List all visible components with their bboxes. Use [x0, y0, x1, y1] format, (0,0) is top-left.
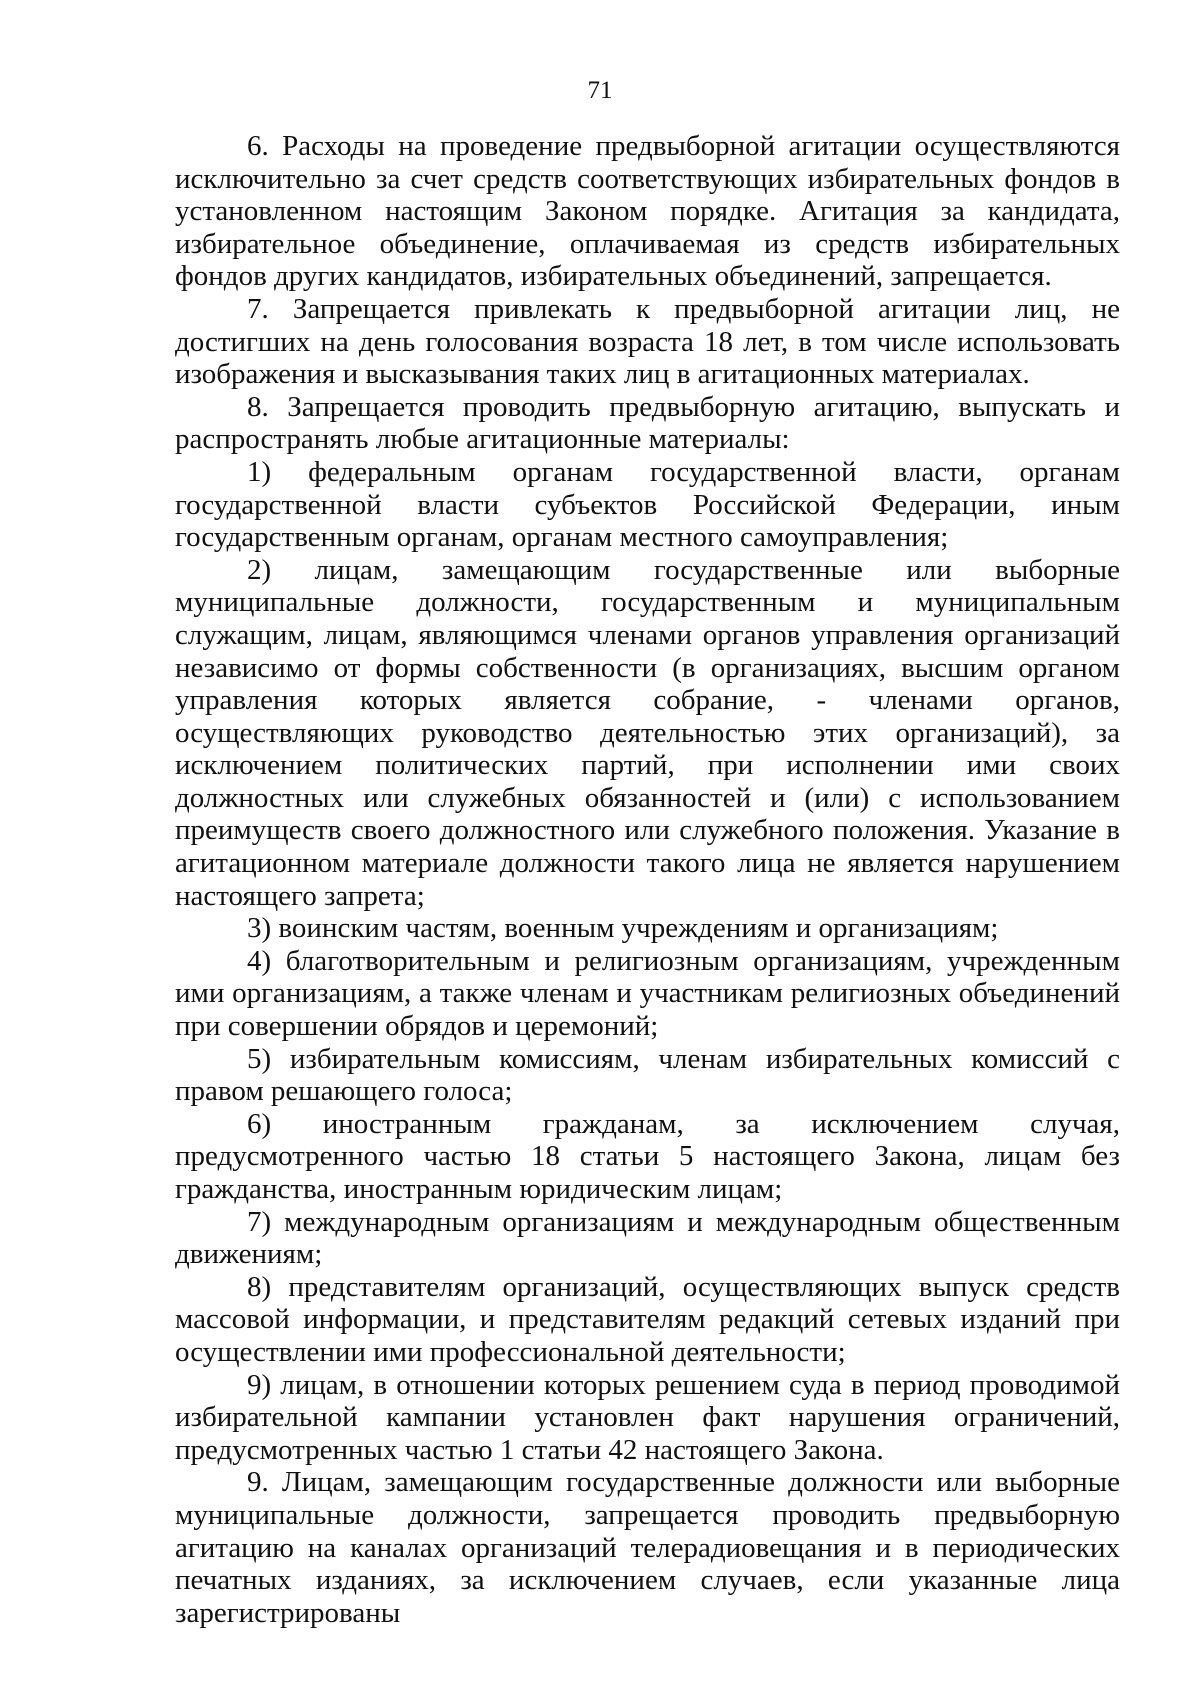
- list-item-1-state-bodies: 1) федеральным органам государственной власти, органам государственной власти субъектов Российской Федерации, иным государственным органам, органам местного самоуправления;: [175, 455, 1120, 554]
- list-item-9-court-decision-persons: 9) лицам, в отношении которых решением суда в период проводимой избирательной кампании установлен факт нарушения ограничений, предусмотренных частью 1 статьи 42 настоящего Закона.: [175, 1368, 1120, 1466]
- document-body: [175, 130, 1120, 1629]
- paragraph-6-campaign-expenses: 6. Расходы на проведение предвыборной агитации осуществляются исключительно за счет средств соответствующих избирательных фондов в установленном настоящим Законом порядке. Агитация за кандидата, избирательное объединение, оплачиваемая из средств избирательных фондов других кандидатов, избирательных объединений, запрещается.: [175, 130, 1120, 293]
- list-item-4-religious-organizations: 4) благотворительным и религиозным организациям, учрежденным ими организациям, а также членам и участникам религиозных объединений при совершении обрядов и церемоний;: [175, 944, 1120, 1043]
- list-item-5-election-commissions: 5) избирательным комиссиям, членам избирательных комиссий с правом решающего голоса;: [175, 1042, 1120, 1108]
- list-item-3-military: 3) воинским частям, военным учреждениям и организациям;: [247, 912, 999, 945]
- paragraph-9-officials-broadcast: 9. Лицам, замещающим государственные должности или выборные муниципальные должности, запрещается проводить предвыборную агитацию на каналах организаций телерадиовещания и в периодических печатных изданиях, за исключением случаев, если указанные лица зарегистрированы: [175, 1466, 1120, 1629]
- list-item-7-international-organizations: 7) международным организациям и международным общественным движениям;: [175, 1205, 1120, 1271]
- list-item-2-officials: 2) лицам, замещающим государственные или выборные муниципальные должности, государственным и муниципальным служащим, лицам, являющимся членами органов управления организаций независимо от формы собственности (в организациях, высшим органом управления которых является собрание, - членами органов, осуществляющих руководство деятельностью этих организаций), за исключением политических партий, при исполнении ими своих должностных или служебных обязанностей и (или) с использованием преимуществ своего должностного или служебного положения. Указание в агитационном материале должности такого лица не является нарушением настоящего запрета;: [175, 553, 1120, 912]
- paragraph-8-prohibited-entities: 8. Запрещается проводить предвыборную агитацию, выпускать и распространять любые агитационные материалы:: [175, 390, 1120, 456]
- page-number: 71: [587, 77, 613, 104]
- list-item-6-foreign-citizens: 6) иностранным гражданам, за исключением случая, предусмотренного частью 18 статьи 5 настоящего Закона, лицам без гражданства, иностранным юридическим лицам;: [175, 1107, 1120, 1205]
- list-item-8-media-representatives: 8) представителям организаций, осуществляющих выпуск средств массовой информации, и представителям редакций сетевых изданий при осуществлении ими профессиональной деятельности;: [175, 1270, 1120, 1368]
- paragraph-7-minors-prohibition: 7. Запрещается привлекать к предвыборной агитации лиц, не достигших на день голосования возраста 18 лет, в том числе использовать изображения и высказывания таких лиц в агитационных материалах.: [175, 292, 1120, 391]
